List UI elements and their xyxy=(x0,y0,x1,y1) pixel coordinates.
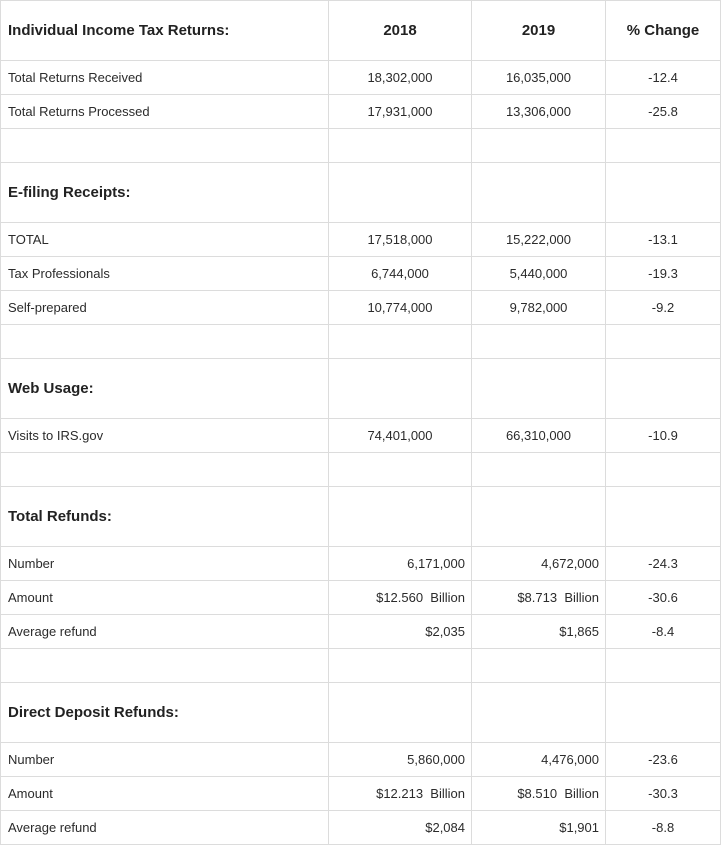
value-change: -30.3 xyxy=(606,777,721,811)
table-row xyxy=(1,61,721,95)
section-title: Individual Income Tax Returns: xyxy=(1,1,329,61)
section-title: Web Usage: xyxy=(1,359,329,419)
value-2018: 6,171,000 xyxy=(329,547,472,581)
table-row xyxy=(1,419,721,453)
value-2018: 18,302,000 xyxy=(329,61,472,95)
table-row xyxy=(1,743,721,777)
section-header-row xyxy=(1,683,721,743)
value-2018: 5,860,000 xyxy=(329,743,472,777)
value-change: -10.9 xyxy=(606,419,721,453)
value-2019: $1,865 xyxy=(472,615,606,649)
section-header-row xyxy=(1,359,721,419)
value-2019: $1,901 xyxy=(472,811,606,845)
section-header-row xyxy=(1,487,721,547)
table-row xyxy=(1,777,721,811)
value-2019: 4,672,000 xyxy=(472,547,606,581)
column-header-change: % Change xyxy=(606,1,721,61)
value-change: -13.1 xyxy=(606,223,721,257)
row-label: Total Returns Received xyxy=(1,61,329,95)
value-change: -25.8 xyxy=(606,95,721,129)
row-label: Amount xyxy=(1,777,329,811)
row-label: Average refund xyxy=(1,811,329,845)
row-label: Total Returns Processed xyxy=(1,95,329,129)
value-2018: $12.213 Billion xyxy=(329,777,472,811)
section-title: Direct Deposit Refunds: xyxy=(1,683,329,743)
value-change: -30.6 xyxy=(606,581,721,615)
value-2019: 9,782,000 xyxy=(472,291,606,325)
value-2018: 74,401,000 xyxy=(329,419,472,453)
row-label: Average refund xyxy=(1,615,329,649)
value-2018: $2,084 xyxy=(329,811,472,845)
value-change: -19.3 xyxy=(606,257,721,291)
value-2019: 16,035,000 xyxy=(472,61,606,95)
value-2019: 66,310,000 xyxy=(472,419,606,453)
value-change: -9.2 xyxy=(606,291,721,325)
section-title: Total Refunds: xyxy=(1,487,329,547)
row-label: Number xyxy=(1,743,329,777)
table-row xyxy=(1,257,721,291)
value-2018: 17,518,000 xyxy=(329,223,472,257)
value-2019: 5,440,000 xyxy=(472,257,606,291)
value-2018: 6,744,000 xyxy=(329,257,472,291)
table-row xyxy=(1,291,721,325)
table-row xyxy=(1,223,721,257)
column-header-2019: 2019 xyxy=(472,1,606,61)
spacer-row xyxy=(1,453,721,487)
spacer-row xyxy=(1,325,721,359)
row-label: Tax Professionals xyxy=(1,257,329,291)
value-2019: $8.510 Billion xyxy=(472,777,606,811)
table-row xyxy=(1,581,721,615)
value-2019: 15,222,000 xyxy=(472,223,606,257)
value-change: -24.3 xyxy=(606,547,721,581)
value-2018: 10,774,000 xyxy=(329,291,472,325)
value-2018: $12.560 Billion xyxy=(329,581,472,615)
value-2018: $2,035 xyxy=(329,615,472,649)
row-label: Number xyxy=(1,547,329,581)
value-change: -23.6 xyxy=(606,743,721,777)
table-row xyxy=(1,615,721,649)
value-2018: 17,931,000 xyxy=(329,95,472,129)
value-change: -12.4 xyxy=(606,61,721,95)
row-label: TOTAL xyxy=(1,223,329,257)
value-change: -8.4 xyxy=(606,615,721,649)
row-label: Amount xyxy=(1,581,329,615)
table-row xyxy=(1,95,721,129)
row-label: Self-prepared xyxy=(1,291,329,325)
column-header-2018: 2018 xyxy=(329,1,472,61)
spacer-row xyxy=(1,129,721,163)
section-header-row xyxy=(1,163,721,223)
row-label: Visits to IRS.gov xyxy=(1,419,329,453)
table-row xyxy=(1,811,721,845)
section-title: E-filing Receipts: xyxy=(1,163,329,223)
value-change: -8.8 xyxy=(606,811,721,845)
value-2019: 4,476,000 xyxy=(472,743,606,777)
value-2019: 13,306,000 xyxy=(472,95,606,129)
table-row xyxy=(1,547,721,581)
table-header-row xyxy=(1,1,721,61)
spacer-row xyxy=(1,649,721,683)
value-2019: $8.713 Billion xyxy=(472,581,606,615)
